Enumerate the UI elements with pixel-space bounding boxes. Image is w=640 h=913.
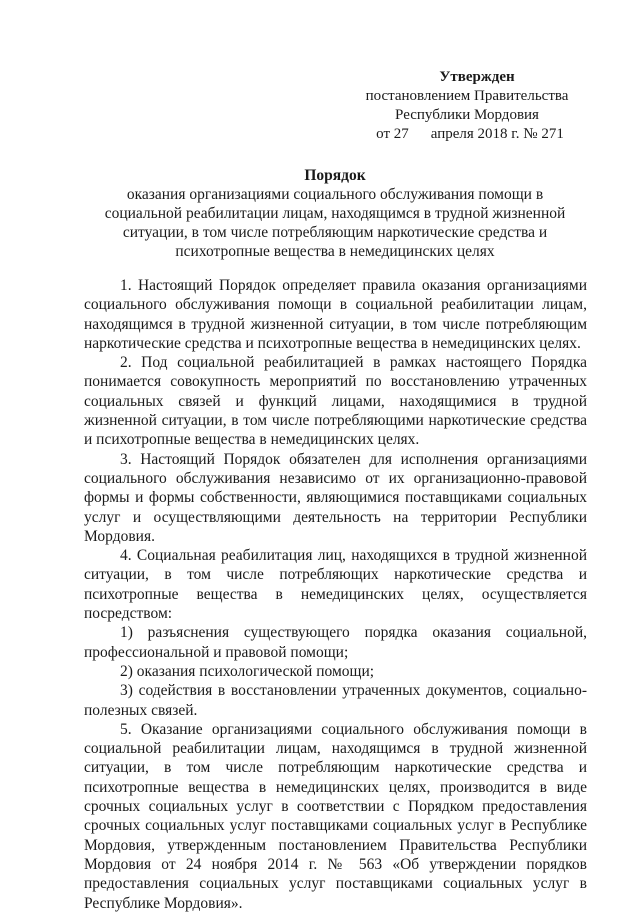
paragraph-5: 5. Оказание организациями социального обслуживания помощи в социальной реабилитации лицам, находящимся в трудной жизненной ситуации, в том числе потребляющим наркотические средства и психотропные вещества в немедицинских целях, производится в виде срочных социальных услуг в соответствии с Порядком предоставления срочных социальных услуг поставщиками социальных услуг в Республике Мордовия, утвержденным постановлением Правительства Республики Мордовия от 24 ноября 2014 г. № 563 «Об утверждении порядков предоставления социальных услуг поставщиками социальных услуг в Республике Мордовия». — [84, 720, 587, 912]
approval-block — [352, 68, 582, 144]
document-body — [84, 276, 587, 913]
paragraph-4-item-3: 3) содействия в восстановлении утраченных документов, социально-полезных связей. — [84, 682, 587, 719]
approval-heading: Утвержден — [439, 69, 515, 85]
approval-line-1: постановлением Правительства — [365, 88, 569, 104]
paragraph-4-item-2: 2) оказания психологической помощи; — [120, 662, 375, 680]
document-subtitle: оказания организациями социального обслуживания помощи в социальной реабилитации лицам, находящимся в трудной жизненной ситуации, в том числе потребляющим наркотические средства и психотропные вещества в немедицинских целях — [104, 186, 566, 260]
approval-date-prefix: от 27 — [376, 126, 409, 142]
paragraph-3: 3. Настоящий Порядок обязателен для исполнения организациями социального обслуживания независимо от их организационно-правовой формы и формы собственности, являющимися поставщиками социальных услуг и осуществляющими деятельность на территории Республики Мордовия. — [84, 450, 587, 545]
approval-date — [352, 125, 582, 144]
paragraph-2: 2. Под социальной реабилитацией в рамках настоящего Порядка понимается совокупность мероприятий по восстановлению утраченных социальных связей и функций лицами, находящимися в трудной жизненной ситуации, в том числе потребляющими наркотические средства и психотропные вещества в немедицинских целях. — [84, 354, 587, 449]
approval-line-2: Республики Мордовия — [395, 107, 539, 123]
paragraph-4-item-1: 1) разъяснения существующего порядка оказания социальной, профессиональной и правовой помощи; — [84, 624, 587, 661]
document-title: Порядок — [304, 167, 366, 184]
paragraph-4: 4. Социальная реабилитация лиц, находящихся в трудной жизненной ситуации, в том числе потребляющих наркотические средства и психотропные вещества в немедицинских целях, осуществляется посредством: — [84, 547, 587, 623]
document-title-block — [90, 166, 580, 261]
approval-date-suffix: апреля 2018 г. № 271 — [430, 126, 564, 142]
paragraph-1: 1. Настоящий Порядок определяет правила оказания организациями социального обслуживания помощи в социальной реабилитации лицам, находящимся в трудной жизненной ситуации, в том числе потребляющим наркотические средства и психотропные вещества в немедицинских целях. — [84, 277, 587, 352]
